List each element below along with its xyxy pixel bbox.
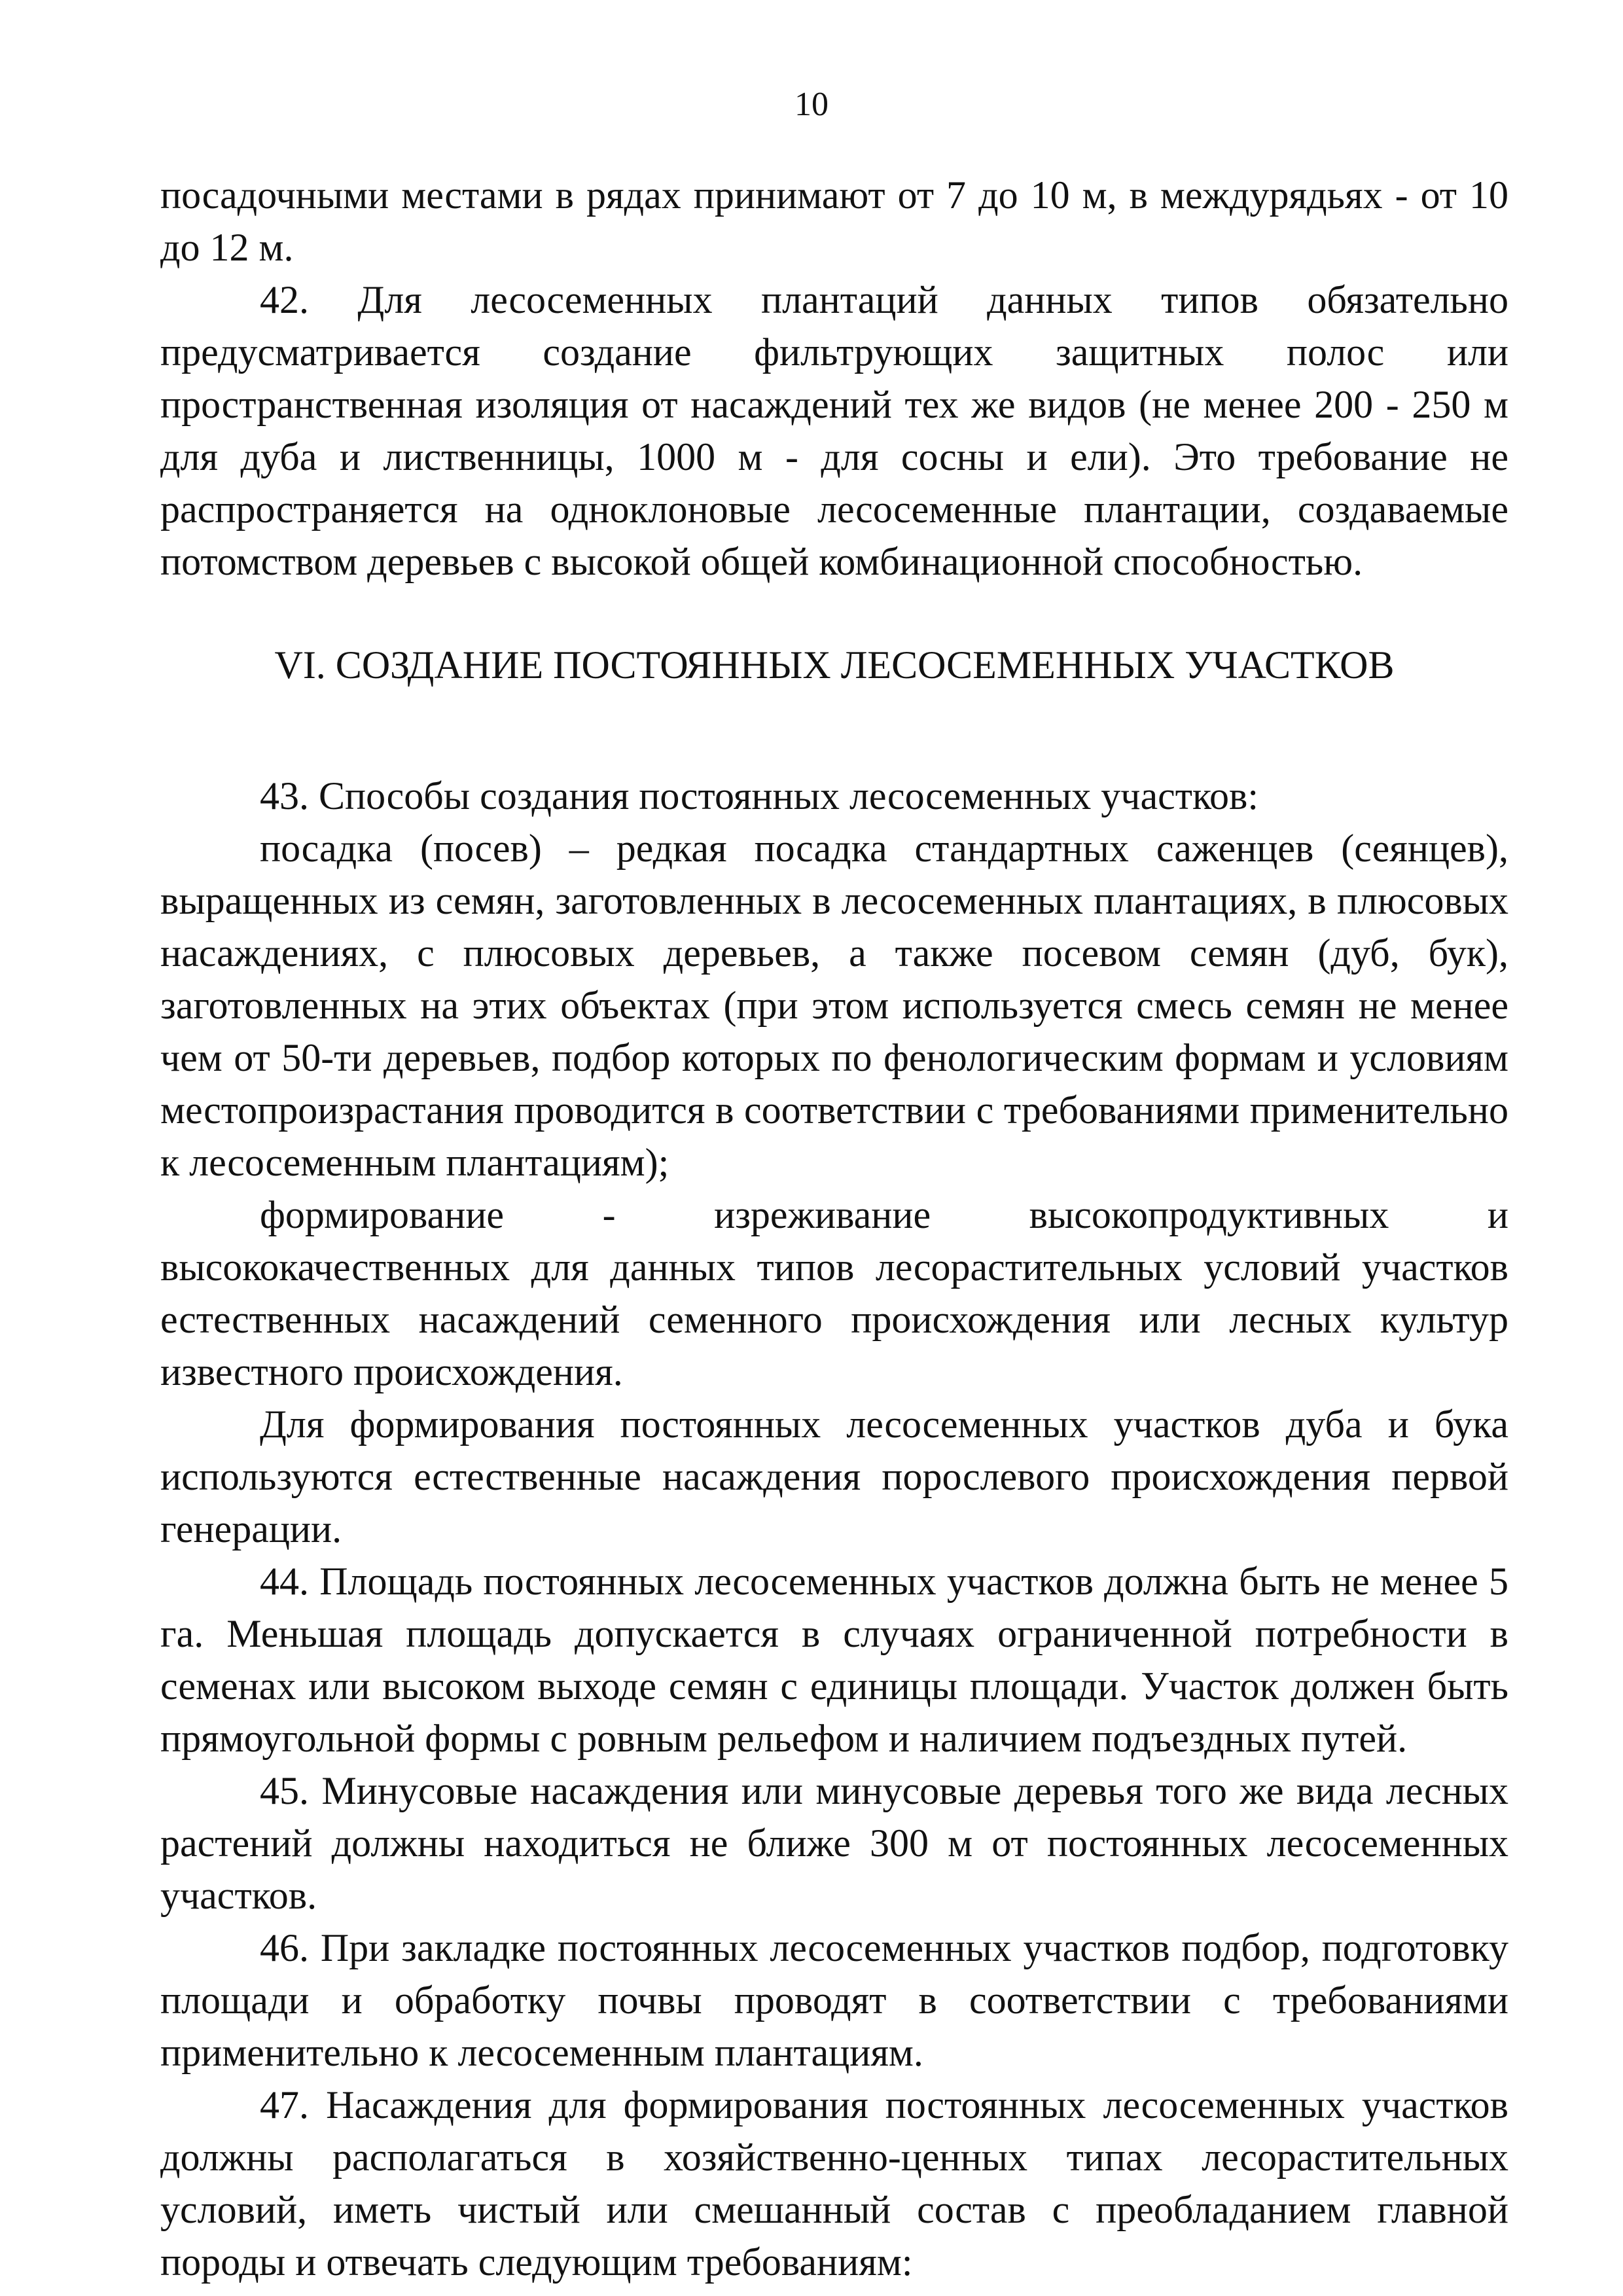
paragraph-forming: формирование - изреживание высокопродуктивных и высококачественных для данных типов лесорастительных условий участков естественных насаждений семенного происхождения или лесных культур известного происхождения. [160, 1193, 1508, 1393]
paragraph-planting: посадка (посев) – редкая посадка стандартных саженцев (сеянцев), выращенных из семян, заготовленных в лесосеменных плантациях, в плюсовых насаждениях, с плюсовых деревьев, а также посевом семян (дуб, бук), заготовленных на этих объектах (при этом используется смесь семян не менее чем от 50-ти деревьев, подбор которых по фенологическим формам и условиям местопроизрастания проводится в соответствии с требованиями применительно к лесосеменным плантациям); [160, 827, 1508, 1184]
paragraph-oak-beech: Для формирования постоянных лесосеменных участков дуба и бука используются естественные насаждения порослевого происхождения первой генерации. [160, 1403, 1508, 1551]
section-heading: VI. СОЗДАНИЕ ПОСТОЯННЫХ ЛЕСОСЕМЕННЫХ УЧАСТКОВ [274, 643, 1395, 687]
paragraph-43: 43. Способы создания постоянных лесосеменных участков: [260, 774, 1259, 817]
paragraph-45: 45. Минусовые насаждения или минусовые деревья того же вида лесных растений должны находиться не ближе 300 м от постоянных лесосеменных участков. [160, 1769, 1508, 1917]
paragraph-42: 42. Для лесосеменных плантаций данных типов обязательно предусматривается создание фильтрующих защитных полос или пространственная изоляция от насаждений тех же видов (не менее 200 - 250 м для дуба и лиственницы, 1000 м - для сосны и ели). Это требование не распространяется на одноклоновые лесосеменные плантации, создаваемые потомством деревьев с высокой общей комбинационной способностью. [160, 278, 1508, 583]
page-content [160, 169, 1508, 2288]
paragraph-47: 47. Насаждения для формирования постоянных лесосеменных участков должны располагаться в хозяйственно-ценных типах лесорастительных условий, иметь чистый или смешанный состав с преобладанием главной породы и отвечать следующим требованиям: [160, 2083, 1508, 2284]
paragraph-44: 44. Площадь постоянных лесосеменных участков должна быть не менее 5 га. Меньшая площадь допускается в случаях ограниченной потребности в семенах или высоком выходе семян с единицы площади. Участок должен быть прямоугольной формы с ровным рельефом и наличием подъездных путей. [160, 1560, 1508, 1760]
paragraph-continuation: посадочными местами в рядах принимают от 7 до 10 м, в междурядьях - от 10 до 12 м. [160, 173, 1508, 269]
paragraph-46: 46. При закладке постоянных лесосеменных участков подбор, подготовку площади и обработку почвы проводят в соответствии с требованиями применительно к лесосеменным плантациям. [160, 1926, 1508, 2074]
page-number: 10 [794, 86, 829, 123]
